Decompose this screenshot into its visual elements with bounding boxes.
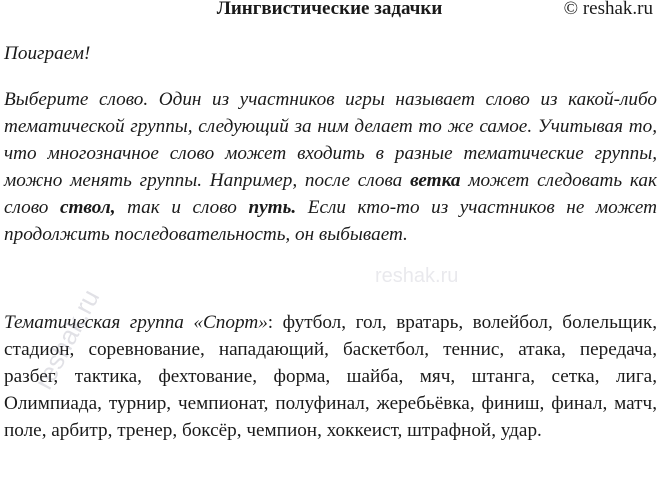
game-rules-paragraph [4,86,657,248]
rules-text-3: так и слово [115,197,249,218]
example-word-vetka: ветка [410,170,461,191]
diagonal-watermark: reshak.ru [28,284,106,395]
example-word-stvol: ствол, [59,197,116,218]
rules-text-1: Выберите слово. Один из участников игры называет слово из какой-либо тематической группы, следующий за ним делает то же самое. Учитывая то, что многозначное слово может входить в разные тематические группы, можно менять группы. Например, после слова [4,89,657,191]
page-title: Лингвистические задачки [216,0,443,19]
section-heading: Поиграем! [4,43,91,64]
rules-text-4: Если кто-то из участников не может продолжить последовательность, он выбывает. [4,197,657,245]
center-watermark: reshak.ru [375,265,459,287]
rules-text-2: может следовать как слово [4,170,657,218]
sport-word-list: : футбол, гол, вратарь, волейбол, болельщик, стадион, соревнование, нападающий, баскетбол, теннис, атака, передача, разбег, тактика, фехтование, форма, шайба, мяч, штанга, сетка, лига, Олимпиада, турнир, чемпионат, полуфинал, жеребьёвка, финиш, финал, матч, поле, арбитр, тренер, боксёр, чемпион, хоккеист, штрафной, удар. [4,312,657,441]
sport-group-label: Тематическая группа «Спорт» [4,312,268,333]
example-word-put: путь. [248,197,297,218]
sport-group-paragraph [4,309,657,444]
source-credit: © reshak.ru [563,0,653,19]
